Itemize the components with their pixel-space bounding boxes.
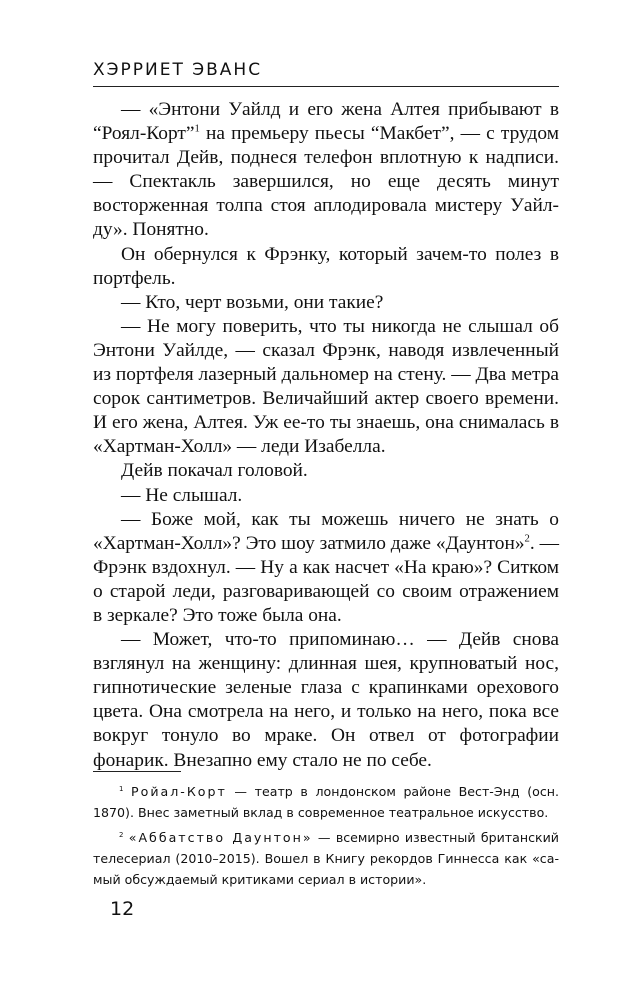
paragraph: — «Энтони Уайлд и его жена Алтея прибывают в “Роял-Корт”$^1$ на премьеру пьесы “Макбет”, — с трудом прочитал Дейв, поднеся телефон вплотную к надписи. — Спектакль завершился, но еще десять минут восторженная толпа стоя аплодировала мистеру Уайлду». Понятно.	[93, 99, 559, 241]
paragraph: — Кто, черт возьми, они такие?	[121, 291, 384, 313]
paragraph: Дейв покачал головой.	[121, 460, 308, 482]
paragraph: — Может, что-то припоминаю… — Дейв снова взглянул на женщину: длинная шея, крупноватый нос, гипнотические зеленые глаза с крапинками орехового цвета. Она смотрела на него, и только на него, пока все вокруг тонуло во мраке. Он отвел от фотографии фонарик. Внезапно ему стало не по себе.	[93, 629, 559, 771]
footnote-term: «Аббатство Даунтон»	[128, 830, 313, 845]
paragraph: — Не слышал.	[121, 484, 243, 506]
page-number: 12	[110, 898, 135, 920]
running-head: ХЭРРИЕТ ЭВАНС	[93, 60, 263, 80]
paragraph: Он обернулся к Фрэнку, который зачем-то полез в портфель.	[93, 243, 559, 289]
footnote-mark: 2	[524, 532, 530, 545]
footnotes	[93, 781, 559, 894]
footnote-term: Ройал-Корт	[131, 784, 227, 799]
header-rule	[93, 86, 559, 87]
footnote-rule	[93, 771, 181, 772]
paragraph: — Не могу поверить, что ты никогда не слышал об Энтони Уайлде, — сказал Фрэнк, наводя извлеченный из портфеля лазерный дальномер на стену. — Два метра сорок сантиметров. Величайший актер своего времени. И его жена, Алтея. Уж ее-то ты знаешь, она снималась в «Хартман-Холл» — леди Изабелла.	[93, 315, 559, 458]
paragraph: — Боже мой, как ты можешь ничего не знать о «Хартман-Холл»? Это шоу затмило даже «Даунтон»$^2$. — Фрэнк вздохнул. — Ну а как насчет «На краю»? Ситком о старой леди, разговаривающей со своим отражением в зеркале? Это тоже была она.	[93, 508, 559, 626]
footnote: $^1$ Ройал-Корт — театр в лондонском районе Вест-Энд (осн. 1870). Внес заметный вклад в современное театральное искусство.	[93, 784, 559, 820]
footnote: $^2$ «Аббатство Даунтон» — всемирно известный британский телесериал (2010–2015). Вошел в Книгу рекордов Гиннесса как «самый обсуждаемый критиками сериал в истории».	[93, 830, 559, 887]
main-text	[93, 98, 559, 773]
footnote-mark: 1	[194, 122, 200, 135]
